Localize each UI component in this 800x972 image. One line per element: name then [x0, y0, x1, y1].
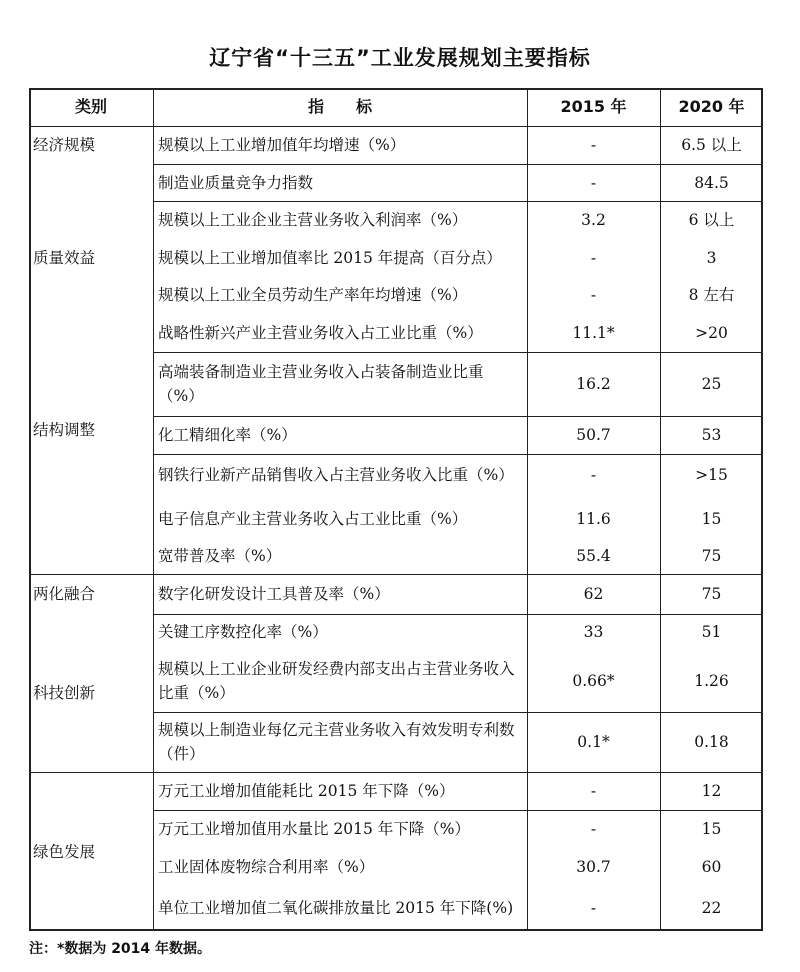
value-2020-cell: 8 左右 — [688, 286, 735, 304]
indicator-cell: 规模以上制造业每亿元主营业务收入有效发明专利数（件） — [158, 721, 515, 763]
value-2020-cell: 12 — [701, 782, 722, 800]
indicator-cell: 宽带普及率（%） — [158, 547, 282, 565]
value-2020-cell: 3 — [706, 248, 717, 267]
value-2020-cell: 25 — [701, 375, 722, 393]
table-border-bottom — [29, 929, 763, 931]
value-2020-cell: 75 — [701, 585, 722, 603]
value-2015-cell: 55.4 — [576, 547, 611, 565]
indicator-cell: 万元工业增加值能耗比 2015 年下降（%） — [158, 782, 455, 800]
value-2015-cell: - — [590, 782, 597, 800]
indicator-cell: 单位工业增加值二氧化碳排放量比 2015 年下降(%) — [158, 898, 514, 917]
header-2020: 2020 年 — [678, 97, 745, 116]
indicator-cell: 数字化研发设计工具普及率（%） — [158, 585, 390, 603]
value-2020-cell: 15 — [701, 510, 722, 528]
value-2015-cell: 0.66* — [572, 672, 615, 690]
value-2015-cell: - — [590, 466, 597, 484]
header-2015: 2015 年 — [560, 97, 627, 116]
header-category: 类别 — [74, 97, 107, 116]
value-2020-cell: 51 — [701, 623, 722, 641]
indicator-cell: 电子信息产业主营业务收入占工业比重（%） — [158, 510, 468, 528]
category-structure-adjustment: 结构调整 — [33, 421, 96, 439]
indicator-cell: 规模以上工业增加值年均增速（%） — [158, 136, 406, 154]
indicator-cell: 钢铁行业新产品销售收入占主营业务收入比重（%） — [158, 466, 514, 484]
category-economic-scale: 经济规模 — [33, 136, 96, 154]
category-quality-efficiency: 质量效益 — [33, 249, 96, 267]
value-2015-cell: 30.7 — [576, 858, 611, 876]
value-2015-cell: 33 — [583, 623, 604, 641]
value-2015-cell: - — [590, 173, 597, 192]
table-title: 辽宁省“十三五”工业发展规划主要指标 — [209, 46, 591, 70]
indicator-cell: 战略性新兴产业主营业务收入占工业比重（%） — [158, 324, 483, 342]
value-2015-cell: - — [590, 136, 597, 154]
value-2015-cell: 11.1* — [572, 324, 615, 342]
indicator-cell: 高端装备制造业主营业务收入占装备制造业比重（%） — [158, 363, 484, 405]
category-tech-innovation: 科技创新 — [33, 684, 96, 702]
value-2020-cell: 84.5 — [694, 173, 729, 192]
value-2020-cell: 22 — [701, 898, 722, 917]
value-2015-cell: 3.2 — [581, 211, 606, 229]
value-2020-cell: 6.5 以上 — [681, 136, 742, 154]
value-2020-cell: 60 — [701, 858, 722, 876]
value-2015-cell: 11.6 — [576, 510, 611, 528]
value-2015-cell: 0.1* — [577, 733, 610, 751]
category-green-development: 绿色发展 — [33, 842, 96, 861]
indicator-cell: 万元工业增加值用水量比 2015 年下降（%） — [158, 820, 471, 838]
value-2015-cell: - — [590, 286, 597, 304]
indicator-cell: 关键工序数控化率（%） — [158, 623, 328, 641]
indicator-cell: 规模以上工业全员劳动生产率年均增速（%） — [158, 286, 468, 304]
category-informatization: 两化融合 — [33, 585, 96, 603]
indicator-cell: 制造业质量竞争力指数 — [158, 173, 314, 192]
indicator-cell: 工业固体废物综合利用率（%） — [158, 858, 375, 876]
indicators-table — [29, 88, 763, 931]
value-2015-cell: 50.7 — [576, 426, 611, 444]
value-2020-cell: 53 — [701, 426, 722, 444]
value-2015-cell: - — [590, 820, 597, 838]
value-2015-cell: - — [590, 898, 597, 917]
value-2020-cell: 75 — [701, 547, 722, 565]
value-2020-cell: >15 — [695, 466, 728, 484]
value-2020-cell: 6 以上 — [688, 211, 735, 229]
value-2020-cell: 15 — [701, 820, 722, 838]
indicator-cell: 化工精细化率（%） — [158, 426, 297, 444]
value-2020-cell: 1.26 — [694, 672, 729, 690]
value-2015-cell: - — [590, 248, 597, 267]
footnote: 注：*数据为 2014 年数据。 — [29, 941, 212, 957]
indicator-cell: 规模以上工业企业研发经费内部支出占主营业务收入比重（%） — [158, 660, 515, 702]
value-2020-cell: 0.18 — [694, 733, 729, 751]
value-2015-cell: 62 — [583, 585, 604, 603]
value-2015-cell: 16.2 — [576, 375, 611, 393]
value-2020-cell: >20 — [695, 324, 728, 342]
indicator-cell: 规模以上工业增加值率比 2015 年提高（百分点） — [158, 248, 502, 267]
indicator-cell: 规模以上工业企业主营业务收入利润率（%） — [158, 211, 468, 229]
header-indicator: 指 标 — [307, 97, 372, 116]
